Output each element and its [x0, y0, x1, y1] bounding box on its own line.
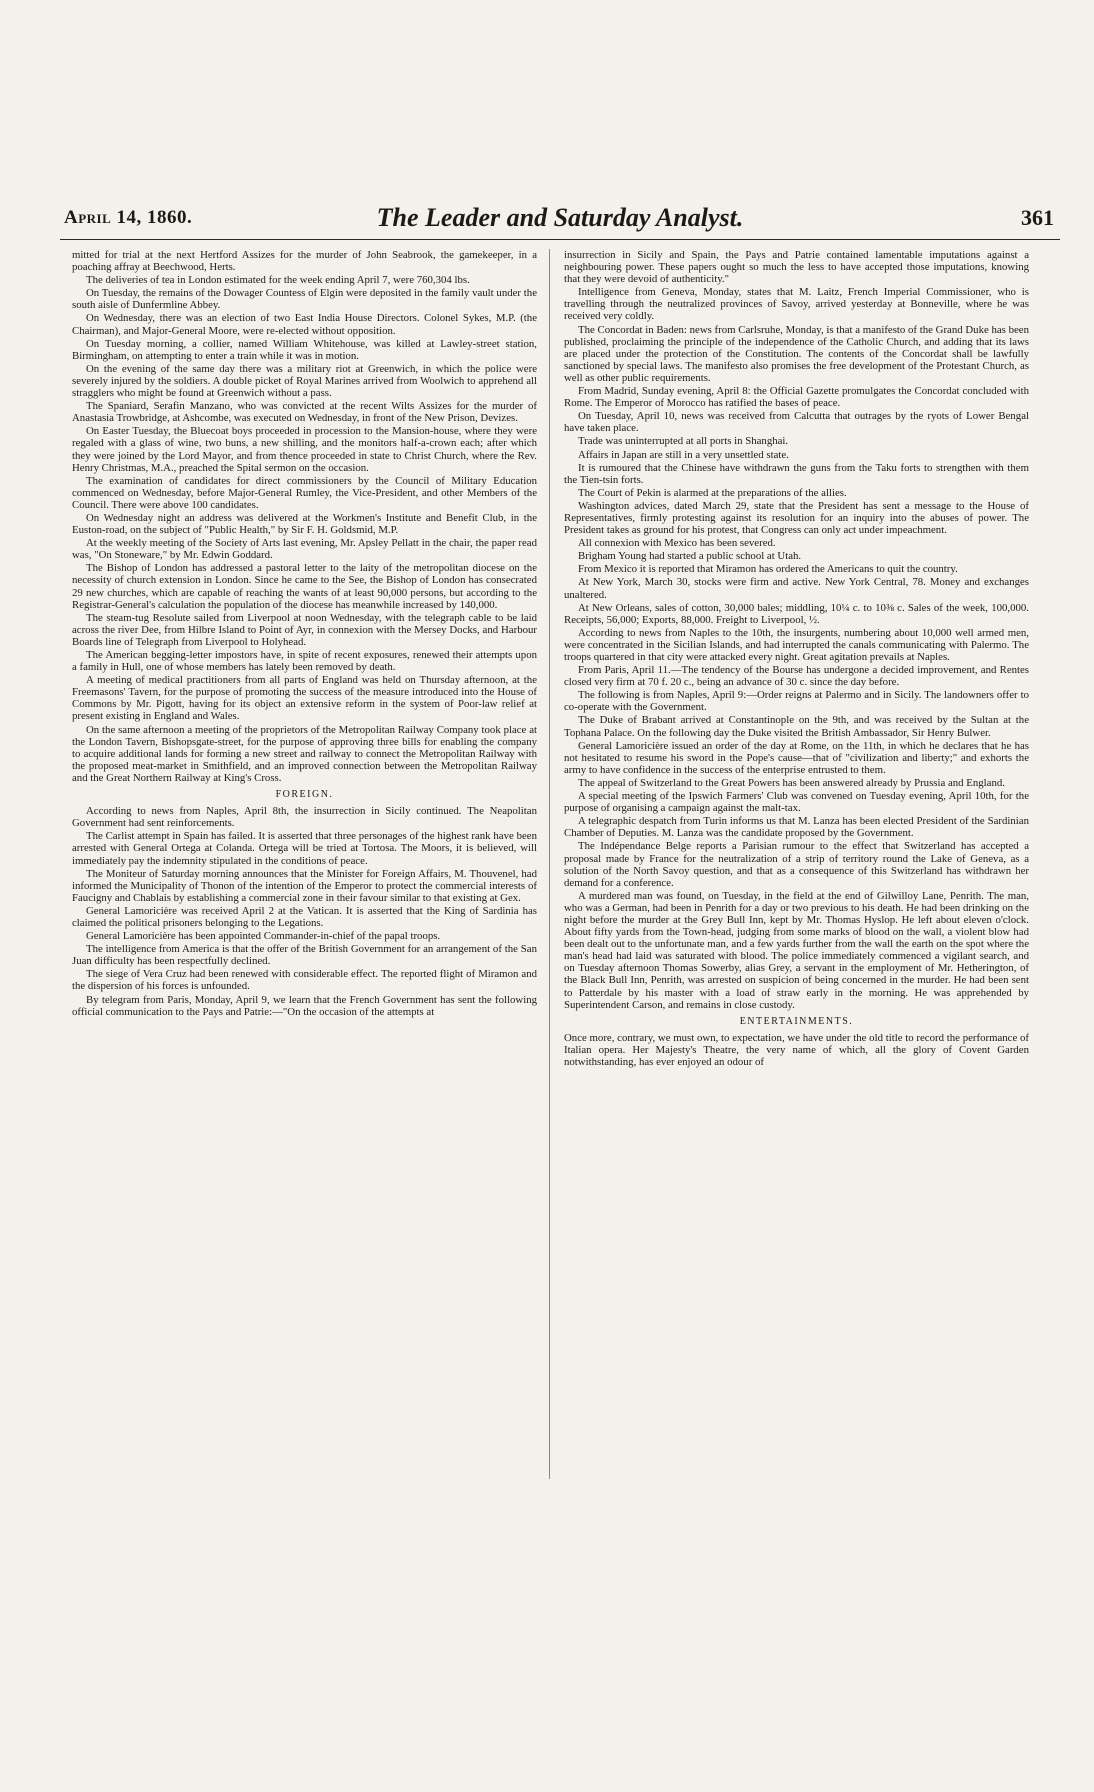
article-paragraph: On Tuesday, April 10, news was received from Calcutta that outrages by the ryots of Lower Bengal have taken place. — [564, 410, 1029, 435]
right-column — [564, 249, 1029, 1069]
article-paragraph: From Paris, April 11.—The tendency of the Bourse has undergone a decided improvement, and Rentes closed very firm at 70 f. 20 c., being an advance of 30 c. since the day before. — [564, 664, 1029, 689]
foreign-news-continued — [564, 249, 1029, 1011]
article-paragraph: Intelligence from Geneva, Monday, states that M. Laitz, French Imperial Commissioner, who is travelling through the neutralized provinces of Savoy, arrived yesterday at Bonneville, where he was received very coldly. — [564, 286, 1029, 323]
issue-date: April 14, 1860. — [64, 207, 193, 228]
article-paragraph: From Madrid, Sunday evening, April 8: the Official Gazette promulgates the Concordat concluded with Rome. The Emperor of Morocco has ratified the bases of peace. — [564, 385, 1029, 410]
article-paragraph: A murdered man was found, on Tuesday, in the field at the end of Gilwilloy Lane, Penrith. The man, who was a German, had been in Penrith for a day or two previous to his death. He had been drinking on the night before the murder at the Grey Bull Inn, kept by Mr. Thomas Hyslop. He left about eleven o'clock. About fifty yards from the Town-head, judging from some marks of blood on the wall, a violent blow had been dealt out to the unfortunate man, and a few yards further from the wall the earth on the spot where the man's head had laid was saturated with blood. The police immediately commenced a vigilant search, and on Tuesday afternoon Thomas Sowerby, alias Grey, a servant in the employment of Mr. Hetherington, of the Black Bull Inn, Penrith, was arrested on suspicion of being concerned in the murder. He had been sent to Patterdale by his master with a load of straw early in the morning. He was apprehended by Superintendent Carson, and remains in close custody. — [564, 889, 1029, 1011]
article-paragraph: At New Orleans, sales of cotton, 30,000 bales; middling, 10¼ c. to 10⅜ c. Sales of the week, 100,000. Receipts, 56,000; Exports, 88,000. Freight to Liverpool, ½. — [564, 601, 1029, 626]
article-paragraph: On the same afternoon a meeting of the proprietors of the Metropolitan Railway Company took place at the London Tavern, Bishopsgate-street, for the purpose of approving three bills for enabling the company to acquire additional lands for forming a new street and railway to connect the Metropolitan Railway with the proposed meat-market in Smithfield, and an improved connection between the Metropolitan Railway and the Great Northern Railway at King's Cross. — [72, 723, 537, 784]
left-column — [72, 249, 537, 1019]
article-paragraph: The deliveries of tea in London estimated for the week ending April 7, were 760,304 lbs. — [86, 274, 470, 287]
home-news-section — [72, 249, 537, 784]
article-paragraph: The Spaniard, Serafin Manzano, who was convicted at the recent Wilts Assizes for the murder of Anastasia Trowbridge, at Ashcombe, was executed on Wednesday, in front of the New Prison, Devizes. — [72, 400, 537, 425]
article-paragraph: From Mexico it is reported that Miramon has ordered the Americans to quit the country. — [578, 563, 958, 576]
article-paragraph: Washington advices, dated March 29, state that the President has sent a message to the House of Representatives, firmly protesting against its resolution for an inquiry into the abuses of power. The President takes as ground for his protest, that Congress can only act under impeachment. — [564, 499, 1029, 537]
article-paragraph: Affairs in Japan are still in a very unsettled state. — [578, 448, 789, 461]
article-paragraph: On Tuesday, the remains of the Dowager Countess of Elgin were deposited in the family vault under the south aisle of Dunfermline Abbey. — [72, 287, 537, 312]
article-paragraph: General Lamoricière issued an order of the day at Rome, on the 11th, in which he declares that he has not hesitated to resume his sword in the Pope's cause—that of "civilization and liberty;" and exhorts the army to have confidence in the success of the enterprise entrusted to them. — [564, 739, 1029, 776]
page-header — [60, 203, 1060, 240]
article-paragraph: mitted for trial at the next Hertford Assizes for the murder of John Seabrook, the gamekeeper, in a poaching affray at Beechwood, Herts. — [72, 249, 537, 274]
article-paragraph: The steam-tug Resolute sailed from Liverpool at noon Wednesday, with the telegraph cable to be laid across the river Dee, from Hilbre Island to Point of Ayr, in connexion with the Mersey Docks, and Harbour Boards line of Telegraph from Liverpool to Holyhead. — [72, 611, 537, 648]
article-paragraph: A meeting of medical practitioners from all parts of England was held on Thursday afternoon, at the Freemasons' Tavern, for the purpose of promoting the success of the measure introduced into the House of Commons by Mr. Pigott, having for its object an extensive reform in the system of Poor-law relief at present existing in England and Wales. — [72, 674, 537, 723]
article-paragraph: On Wednesday night an address was delivered at the Workmen's Institute and Benefit Club, in the Euston-road, on the subject of "Public Health," by Sir F. H. Goldsmid, M.P. — [72, 511, 537, 537]
article-paragraph: The following is from Naples, April 9:—Order reigns at Palermo and in Sicily. The landowners offer to co-operate with the Government. — [564, 689, 1029, 714]
article-paragraph: It is rumoured that the Chinese have withdrawn the guns from the Taku forts to strengthen with them the Tien-tsin forts. — [564, 461, 1029, 486]
article-paragraph: The Indépendance Belge reports a Parisian rumour to the effect that Switzerland has accepted a proposal made by France for the neutralization of a strip of territory round the Lake of Geneva, as a solution of the North Savoy question, and that as a consequence of this Switzerland has withdrawn her demand for a conference. — [564, 840, 1029, 889]
article-paragraph: General Lamoricière was received April 2 at the Vatican. It is asserted that the King of Sardinia has claimed the political prisoners belonging to the Legations. — [72, 904, 537, 929]
article-paragraph: The examination of candidates for direct commissioners by the Council of Military Education commenced on Wednesday, before Major-General Rumley, the Vice-President, and other Members of the Council. There were above 100 candidates. — [72, 474, 537, 511]
article-paragraph: General Lamoricière has been appointed Commander-in-chief of the papal troops. — [86, 930, 441, 943]
article-paragraph: According to news from Naples, April 8th, the insurrection in Sicily continued. The Neapolitan Government had sent reinforcements. — [72, 805, 537, 830]
article-paragraph: Brigham Young had started a public school at Utah. — [578, 550, 802, 563]
article-paragraph: By telegram from Paris, Monday, April 9, we learn that the French Government has sent the following official communication to the Pays and Patrie:—"On the occasion of the attempts at — [72, 993, 537, 1018]
article-paragraph: On the evening of the same day there was a military riot at Greenwich, in which the police were severely injured by the soldiers. A double picket of Royal Marines arrived from Woolwich to apprehend all stragglers who might be found at Greenwich without a pass. — [72, 362, 537, 400]
article-paragraph: All connexion with Mexico has been severed. — [578, 537, 776, 550]
article-paragraph: The Duke of Brabant arrived at Constantinople on the 9th, and was received by the Sultan at the Tophana Palace. On the following day the Duke visited the British Ambassador, Sir Henry Bulwer. — [564, 714, 1029, 739]
entertainments-heading: ENTERTAINMENTS. — [739, 1015, 854, 1027]
article-paragraph: A special meeting of the Ipswich Farmers' Club was convened on Tuesday evening, April 10th, for the purpose of organising a campaign against the malt-tax. — [564, 790, 1029, 815]
article-paragraph: The American begging-letter impostors have, in spite of recent exposures, renewed their attempts upon a family in Hull, one of whose members has lately been removed by death. — [72, 649, 537, 674]
article-paragraph: The siege of Vera Cruz had been renewed with considerable effect. The reported flight of Miramon and the dispersion of his forces is unfounded. — [72, 968, 537, 993]
column-divider — [549, 249, 550, 1479]
article-paragraph: The Bishop of London has addressed a pastoral letter to the laity of the metropolitan diocese on the necessity of church extension in London. Since he came to the See, the Bishop of London has consecrated 29 new churches, which are capable of reaching the wants of at least 90,000 persons, but according to the Registrar-General's calculation the population of the diocese has meanwhile increased by 140,000. — [72, 562, 537, 611]
article-paragraph: At New York, March 30, stocks were firm and active. New York Central, 78. Money and exchanges unaltered. — [564, 576, 1029, 601]
article-paragraph: insurrection in Sicily and Spain, the Pays and Patrie contained lamentable imputations against a neighbouring power. These papers ought so much the less to have accepted those imputations, knowing that they were devoid of authenticity." — [564, 249, 1029, 286]
article-paragraph: On Easter Tuesday, the Bluecoat boys proceeded in procession to the Mansion-house, where they were regaled with a glass of wine, two buns, a new shilling, and the monitors half-a-crown each; after which they were joined by the Lord Mayor, and from thence proceeded in state to Christ Church, where the Rev. Henry Christmas, M.A., preached the Spital sermon on the occasion. — [72, 425, 537, 474]
article-paragraph: The intelligence from America is that the offer of the British Government for an arrangement of the San Juan difficulty has been respectfully declined. — [72, 943, 537, 968]
page-number: 361 — [1021, 205, 1054, 230]
article-paragraph: The appeal of Switzerland to the Great Powers has been answered already by Prussia and England. — [578, 776, 1005, 789]
article-paragraph: The Court of Pekin is alarmed at the preparations of the allies. — [578, 486, 847, 499]
publication-title: The Leader and Saturday Analyst. — [376, 203, 744, 232]
entertainments-paragraph: Once more, contrary, we must own, to expectation, we have under the old title to record the performance of Italian opera. Her Majesty's Theatre, the very name of which, all the glory of Covent Garden notwithstanding, has ever enjoyed an odour of — [564, 1031, 1029, 1068]
article-paragraph: According to news from Naples to the 10th, the insurgents, numbering about 10,000 well armed men, were concentrated in the Sicilian Islands, and had interrupted the canals communicating with Palermo. The troops quartered in that city were attacked every night. Great agitation prevails at Naples. — [564, 626, 1029, 663]
article-paragraph: On Wednesday, there was an election of two East India House Directors. Colonel Sykes, M.P. (the Chairman), and Major-General Moore, were re-elected without opposition. — [72, 312, 537, 337]
article-paragraph: Trade was uninterrupted at all ports in Shanghai. — [578, 435, 789, 448]
article-paragraph: The Carlist attempt in Spain has failed. It is asserted that three personages of the highest rank have been arrested with General Ortega at Colanda. Ortega will be tried at Tortosa. The Moors, it is believed, will immediately pay the indemnity stipulated in the conditions of peace. — [72, 830, 537, 867]
foreign-news-section — [72, 805, 537, 1018]
article-paragraph: The Moniteur of Saturday morning announces that the Minister for Foreign Affairs, M. Thouvenel, had informed the Municipality of Thonon of the intention of the Emperor to protect the commercial interests of Faucigny and Chablais by establishing a commercial zone in their favour similar to that existing at Gex. — [72, 867, 537, 904]
foreign-heading: FOREIGN. — [275, 789, 334, 801]
article-paragraph: At the weekly meeting of the Society of Arts last evening, Mr. Apsley Pellatt in the chair, the paper read was, "On Stoneware," by Mr. Edwin Goddard. — [72, 537, 537, 562]
article-paragraph: On Tuesday morning, a collier, named William Whitehouse, was killed at Lawley-street station, Birmingham, on attempting to enter a train while it was in motion. — [72, 337, 537, 362]
article-paragraph: A telegraphic despatch from Turin informs us that M. Lanza has been elected President of the Sardinian Chamber of Deputies. M. Lanza was the candidate proposed by the Government. — [564, 815, 1029, 840]
article-paragraph: The Concordat in Baden: news from Carlsruhe, Monday, is that a manifesto of the Grand Duke has been published, proclaiming the principle of the independence of the Catholic Church, and adding that its laws are placed under the protection of the Constitution. The contents of the Concordat shall be lawfully sanctioned by special laws. The manifesto also promises the free development of the Protestant Church, as well as other public requirements. — [564, 323, 1029, 384]
